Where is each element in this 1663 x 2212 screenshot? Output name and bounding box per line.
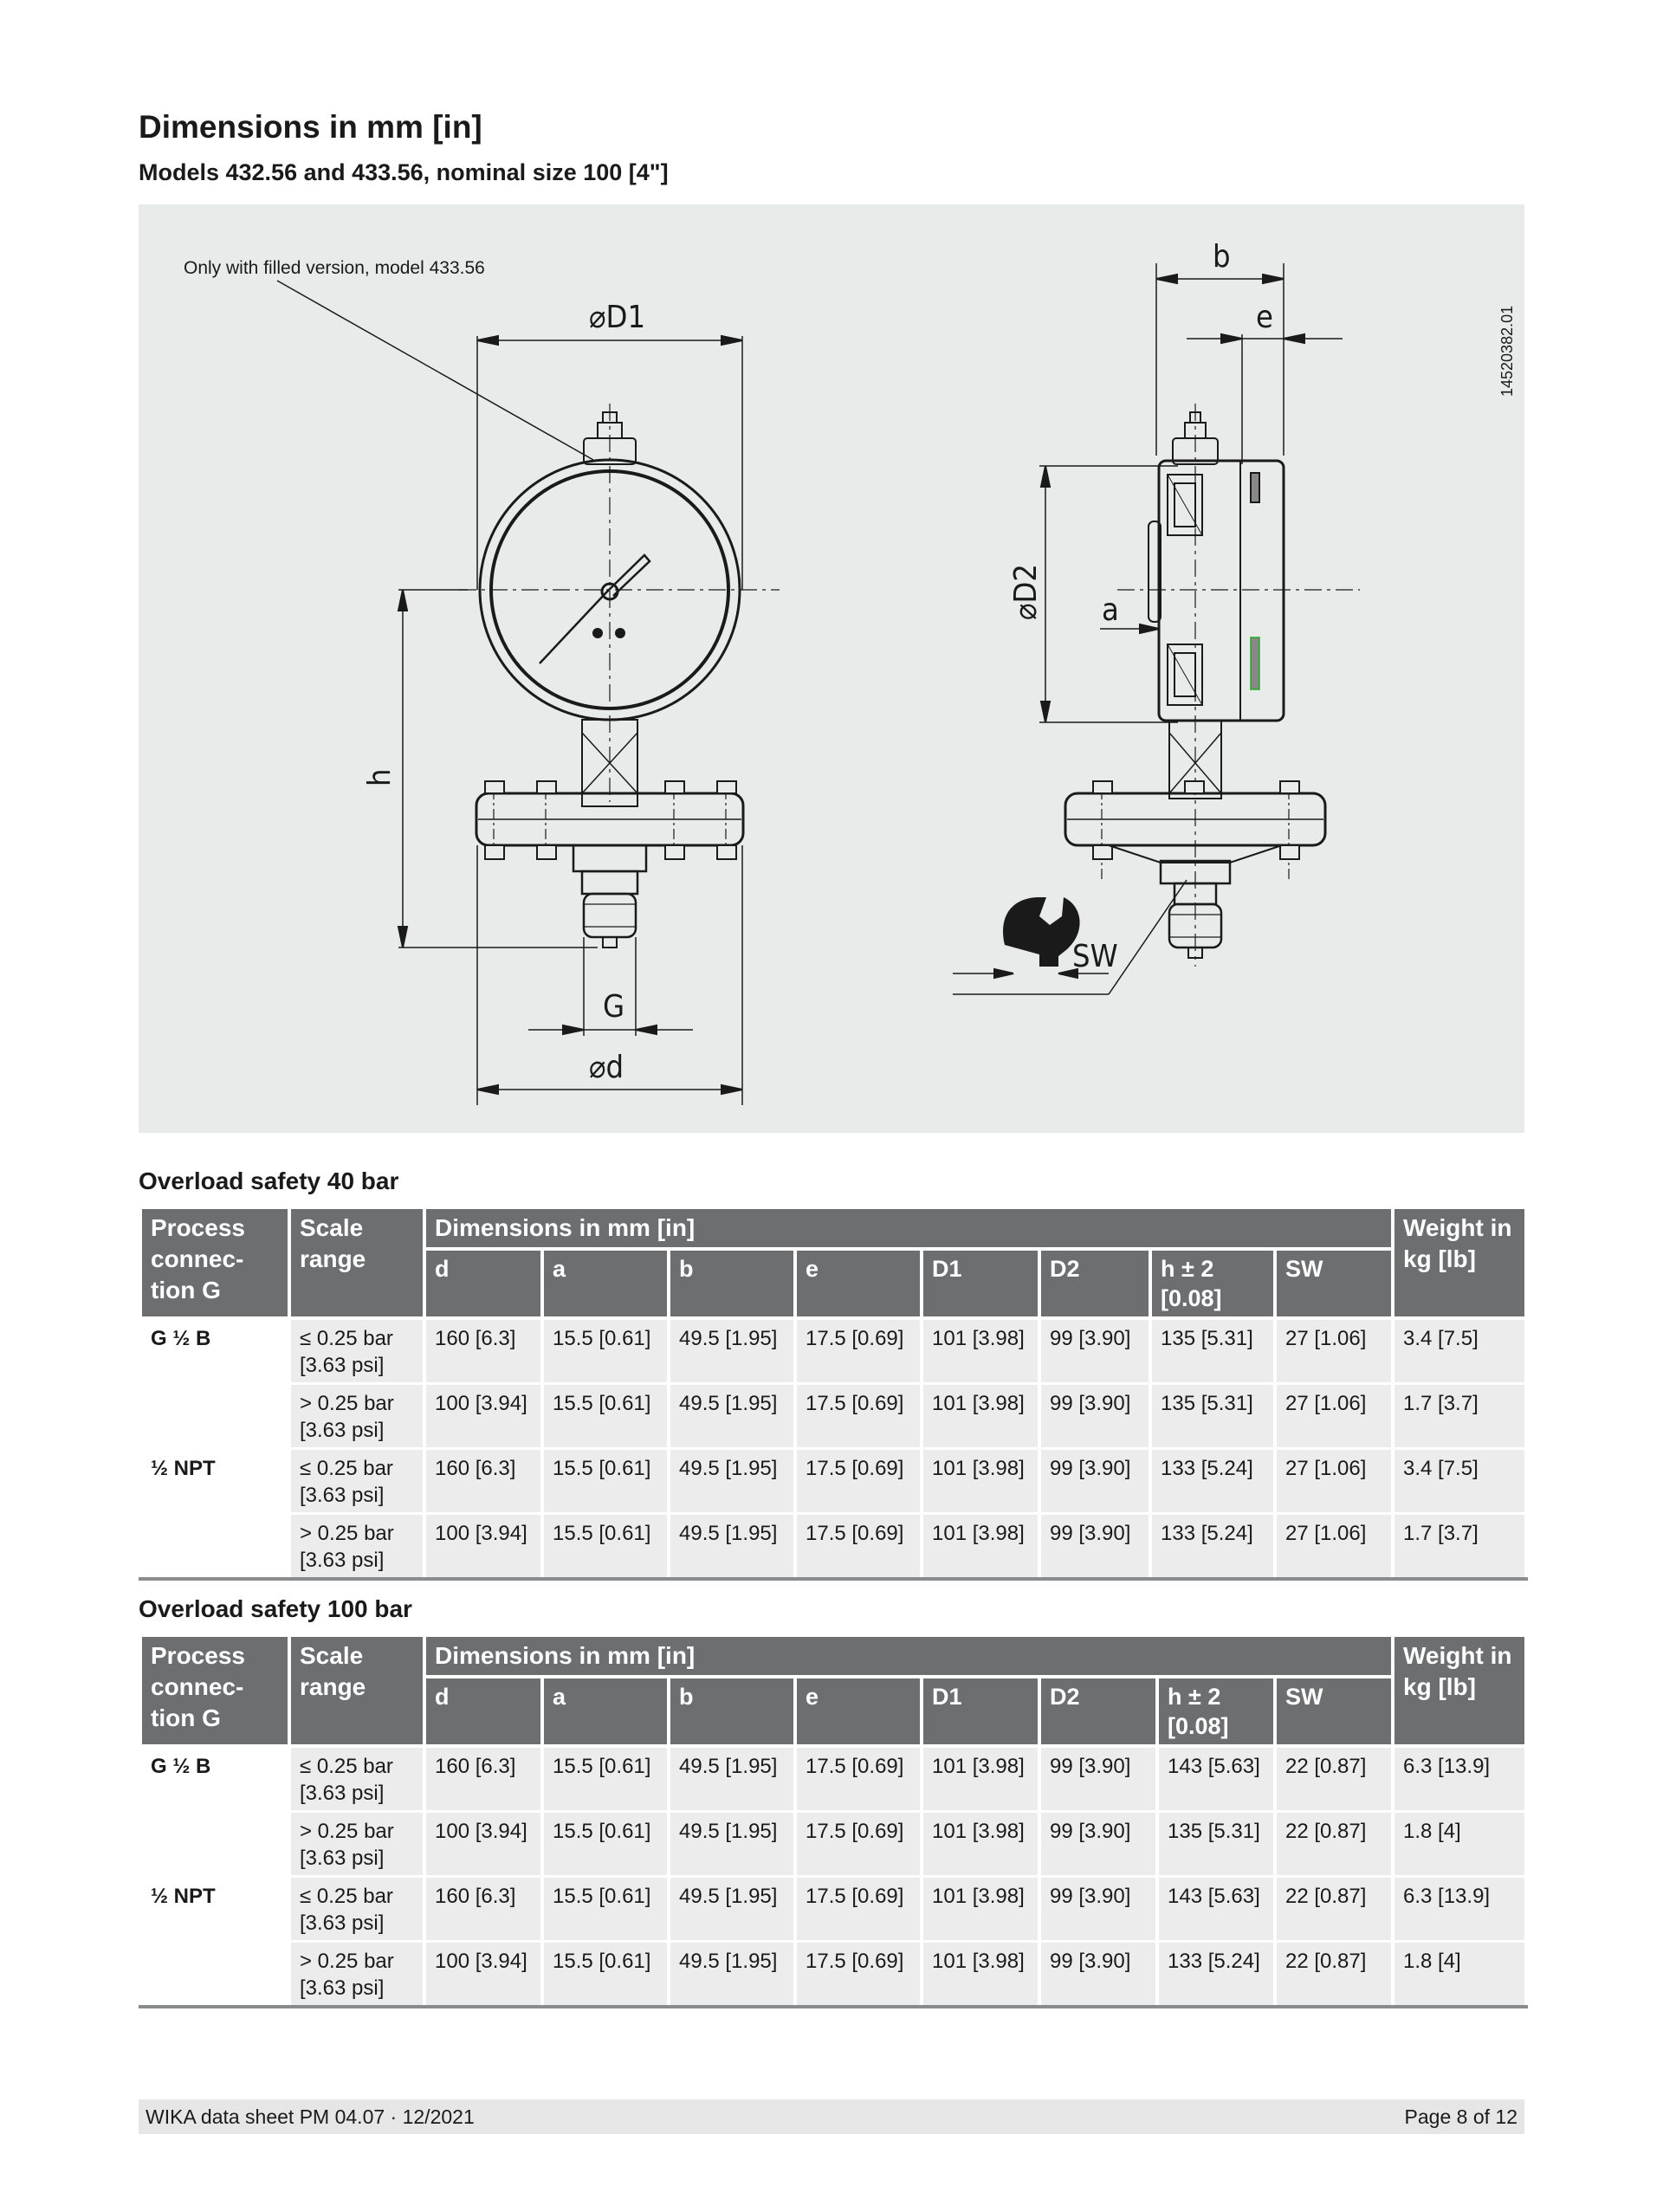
table-row: [140, 1942, 1526, 2008]
cell-d1: 101 [3.98]: [922, 1318, 1039, 1384]
drawing-number: 14520382.01: [1498, 305, 1516, 397]
cell-d1: 101 [3.98]: [922, 1746, 1039, 1812]
scale-cell: > 0.25 bar [3.63 psi]: [289, 1384, 424, 1449]
cell-d: 160 [6.3]: [424, 1449, 542, 1514]
header-col-e: e: [795, 1249, 922, 1318]
footer-page-number: Page 8 of 12: [1404, 2105, 1517, 2128]
cell-d1: 101 [3.98]: [922, 1942, 1039, 2008]
cell-d2: 99 [3.90]: [1039, 1746, 1157, 1812]
table-row: [140, 1449, 1526, 1514]
table-title-40bar: Overload safety 40 bar: [139, 1167, 399, 1194]
cell-e: 17.5 [0.69]: [795, 1877, 922, 1942]
cell-d2: 99 [3.90]: [1039, 1514, 1150, 1580]
cell-d1: 101 [3.98]: [922, 1384, 1039, 1449]
drawing-note: Only with filled version, model 433.56: [184, 258, 485, 278]
cell-d: 160 [6.3]: [424, 1877, 542, 1942]
table-title-100bar: Overload safety 100 bar: [139, 1595, 412, 1622]
gauge-pointer: [540, 555, 650, 663]
cell-a: 15.5 [0.61]: [542, 1877, 669, 1942]
cell-e: 17.5 [0.69]: [795, 1942, 922, 2008]
cell-weight: 6.3 [13.9]: [1393, 1877, 1526, 1942]
cell-h: 133 [5.24]: [1150, 1449, 1275, 1514]
cell-d2: 99 [3.90]: [1039, 1942, 1157, 2008]
footer-datasheet: WIKA data sheet PM 04.07 · 12/2021: [146, 2105, 475, 2128]
connection-cell-empty: [140, 1514, 289, 1580]
header-col-b: b: [669, 1677, 795, 1746]
table-overload-40bar: [139, 1206, 1528, 1581]
cell-d1: 101 [3.98]: [922, 1877, 1039, 1942]
cell-sw: 27 [1.06]: [1275, 1384, 1393, 1449]
header-col-sw: SW: [1275, 1249, 1393, 1318]
cell-d1: 101 [3.98]: [922, 1449, 1039, 1514]
cell-b: 49.5 [1.95]: [669, 1942, 795, 2008]
scale-cell: > 0.25 bar [3.63 psi]: [289, 1514, 424, 1580]
cell-e: 17.5 [0.69]: [795, 1318, 922, 1384]
cell-h: 133 [5.24]: [1157, 1942, 1275, 2008]
connection-cell: ½ NPT: [140, 1449, 289, 1514]
header-col-e: e: [795, 1677, 922, 1746]
header-col-b: b: [669, 1249, 795, 1318]
header-process: Process connec-tion G: [140, 1635, 289, 1746]
cell-b: 49.5 [1.95]: [669, 1384, 795, 1449]
drawing-svg: [139, 204, 1524, 1133]
cell-e: 17.5 [0.69]: [795, 1812, 922, 1877]
wrench-icon: [1003, 897, 1080, 967]
label-h: h: [362, 768, 398, 786]
cell-d2: 99 [3.90]: [1039, 1318, 1150, 1384]
cell-weight: 6.3 [13.9]: [1393, 1746, 1526, 1812]
cell-a: 15.5 [0.61]: [542, 1942, 669, 2008]
header-weight: Weight in kg [lb]: [1393, 1635, 1526, 1746]
cell-d1: 101 [3.98]: [922, 1812, 1039, 1877]
connection-cell-empty: [140, 1812, 289, 1877]
cell-b: 49.5 [1.95]: [669, 1514, 795, 1580]
table-row: [140, 1746, 1526, 1812]
cell-weight: 1.7 [3.7]: [1393, 1514, 1526, 1580]
header-scale: Scale range: [289, 1635, 424, 1746]
scale-cell: > 0.25 bar [3.63 psi]: [289, 1812, 424, 1877]
cell-d2: 99 [3.90]: [1039, 1877, 1157, 1942]
cell-b: 49.5 [1.95]: [669, 1449, 795, 1514]
connection-cell: G ½ B: [140, 1746, 289, 1812]
scale-cell: ≤ 0.25 bar [3.63 psi]: [289, 1449, 424, 1514]
table-row: [140, 1812, 1526, 1877]
cell-e: 17.5 [0.69]: [795, 1514, 922, 1580]
cell-b: 49.5 [1.95]: [669, 1746, 795, 1812]
header-col-d1: D1: [922, 1677, 1039, 1746]
cell-h: 135 [5.31]: [1150, 1384, 1275, 1449]
cell-d: 160 [6.3]: [424, 1318, 542, 1384]
scale-cell: ≤ 0.25 bar [3.63 psi]: [289, 1746, 424, 1812]
cell-sw: 22 [0.87]: [1275, 1942, 1393, 2008]
connection-cell-empty: [140, 1942, 289, 2008]
cell-h: 143 [5.63]: [1157, 1877, 1275, 1942]
header-dimensions: Dimensions in mm [in]: [424, 1635, 1393, 1677]
header-col-d1: D1: [922, 1249, 1039, 1318]
cell-d2: 99 [3.90]: [1039, 1384, 1150, 1449]
header-process: Process connec-tion G: [140, 1207, 289, 1318]
cell-e: 17.5 [0.69]: [795, 1384, 922, 1449]
table-row: [140, 1877, 1526, 1942]
connection-cell: G ½ B: [140, 1318, 289, 1384]
cell-a: 15.5 [0.61]: [542, 1318, 669, 1384]
process-connection: [584, 894, 636, 937]
cell-a: 15.5 [0.61]: [542, 1812, 669, 1877]
header-col-a: a: [542, 1249, 669, 1318]
cell-h: 135 [5.31]: [1157, 1812, 1275, 1877]
cell-sw: 22 [0.87]: [1275, 1812, 1393, 1877]
page-subtitle: Models 432.56 and 433.56, nominal size 100 [4"]: [139, 159, 669, 185]
cell-d2: 99 [3.90]: [1039, 1812, 1157, 1877]
cell-e: 17.5 [0.69]: [795, 1746, 922, 1812]
table-overload-100bar: [139, 1633, 1528, 2008]
label-sw: SW: [1072, 939, 1118, 974]
cell-weight: 1.7 [3.7]: [1393, 1384, 1526, 1449]
cell-a: 15.5 [0.61]: [542, 1514, 669, 1580]
page-title: Dimensions in mm [in]: [139, 109, 482, 145]
cell-weight: 1.8 [4]: [1393, 1942, 1526, 2008]
cell-d: 100 [3.94]: [424, 1514, 542, 1580]
header-col-d2: D2: [1039, 1677, 1157, 1746]
header-col-a: a: [542, 1677, 669, 1746]
page-footer: [139, 2099, 1524, 2134]
scale-cell: ≤ 0.25 bar [3.63 psi]: [289, 1318, 424, 1384]
cell-b: 49.5 [1.95]: [669, 1877, 795, 1942]
scale-cell: > 0.25 bar [3.63 psi]: [289, 1942, 424, 2008]
cell-sw: 27 [1.06]: [1275, 1318, 1393, 1384]
cell-sw: 27 [1.06]: [1275, 1449, 1393, 1514]
cell-b: 49.5 [1.95]: [669, 1318, 795, 1384]
label-a: a: [1102, 592, 1119, 628]
header-col-d: d: [424, 1249, 542, 1318]
cell-a: 15.5 [0.61]: [542, 1449, 669, 1514]
cell-weight: 3.4 [7.5]: [1393, 1318, 1526, 1384]
cell-weight: 1.8 [4]: [1393, 1812, 1526, 1877]
cell-d: 160 [6.3]: [424, 1746, 542, 1812]
label-d: ⌀d: [589, 1050, 624, 1085]
connection-cell: ½ NPT: [140, 1877, 289, 1942]
label-g: G: [603, 989, 625, 1025]
side-case: [1159, 461, 1284, 721]
scale-cell: ≤ 0.25 bar [3.63 psi]: [289, 1877, 424, 1942]
table-row: [140, 1384, 1526, 1449]
label-b: b: [1213, 239, 1231, 275]
dimension-drawing: [139, 204, 1524, 1133]
table-row: [140, 1514, 1526, 1580]
cell-d: 100 [3.94]: [424, 1812, 542, 1877]
cell-d: 100 [3.94]: [424, 1942, 542, 2008]
table-row: [140, 1318, 1526, 1384]
label-d2: ⌀D2: [1008, 563, 1044, 620]
header-col-sw: SW: [1275, 1677, 1393, 1746]
note-leader-line: [277, 281, 593, 460]
cell-d1: 101 [3.98]: [922, 1514, 1039, 1580]
cell-sw: 22 [0.87]: [1275, 1746, 1393, 1812]
cell-a: 15.5 [0.61]: [542, 1384, 669, 1449]
header-scale: Scale range: [289, 1207, 424, 1318]
cell-a: 15.5 [0.61]: [542, 1746, 669, 1812]
cell-h: 143 [5.63]: [1157, 1746, 1275, 1812]
cell-sw: 22 [0.87]: [1275, 1877, 1393, 1942]
cell-sw: 27 [1.06]: [1275, 1514, 1393, 1580]
cell-e: 17.5 [0.69]: [795, 1449, 922, 1514]
header-col-d: d: [424, 1677, 542, 1746]
label-e: e: [1256, 300, 1273, 335]
cell-h: 135 [5.31]: [1150, 1318, 1275, 1384]
cell-b: 49.5 [1.95]: [669, 1812, 795, 1877]
header-weight: Weight in kg [lb]: [1393, 1207, 1526, 1318]
header-col-h: h ± 2 [0.08]: [1150, 1249, 1275, 1318]
cell-d2: 99 [3.90]: [1039, 1449, 1150, 1514]
connection-cell-empty: [140, 1384, 289, 1449]
header-dimensions: Dimensions in mm [in]: [424, 1207, 1393, 1249]
label-d1: ⌀D1: [589, 300, 646, 335]
header-col-h: h ± 2 [0.08]: [1157, 1677, 1275, 1746]
cell-d: 100 [3.94]: [424, 1384, 542, 1449]
header-col-d2: D2: [1039, 1249, 1150, 1318]
cell-h: 133 [5.24]: [1150, 1514, 1275, 1580]
cell-weight: 3.4 [7.5]: [1393, 1449, 1526, 1514]
